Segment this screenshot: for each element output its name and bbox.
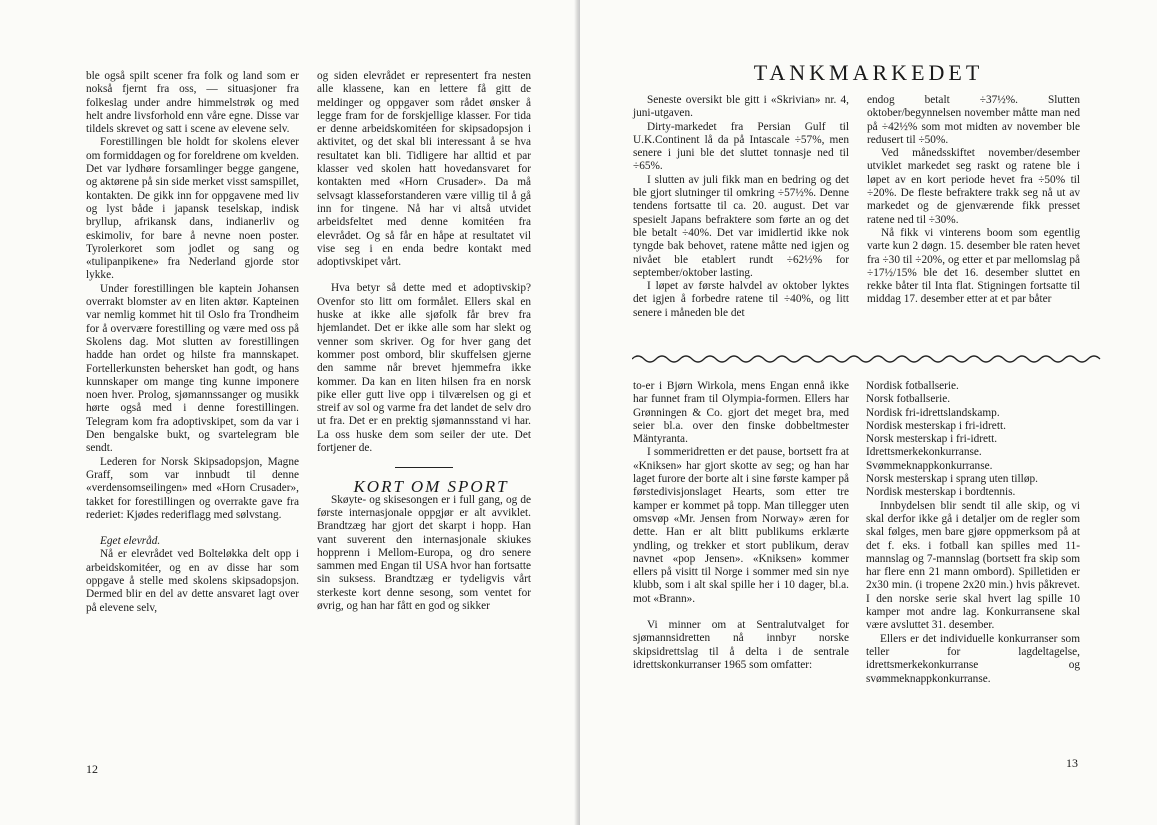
right-page [580,0,1157,825]
paragraph: to-er i Bjørn Wirkola, mens Engan ennå ikke har funnet fram til Olympia-formen. Ellers har Grønningen & Co. gjort det meget bra, med seier bl.a. over den finske dobbeltmester Mäntyranta. [633,380,849,446]
list-item: Nordisk mesterskap i bordtennis. [866,486,1016,499]
list-item: Norsk fotballserie. [866,393,951,406]
paragraph: Seneste oversikt ble gitt i «Skrivian» nr. 4, juni-utgaven. [633,94,849,120]
paragraph: endog betalt ÷37½%. Slutten oktober/begynnelsen november måtte man ned på ÷42½% som mot midten av november ble redusert til ÷50%. [867,94,1080,146]
list-item: Norsk mesterskap i fri-idrett. [866,433,998,446]
wavy-section-separator [632,351,1104,367]
left-page-column-2 [317,70,531,613]
paragraph: Forestillingen ble holdt for skolens elever om formiddagen og for foreldrene om kvelden. Det var lydhøre forsamlinger begge gangene, og aktørene på sin side merket visst samspillet, kontakten. De gikk inn for oppgavene med liv og lyst både i japansk teselskap, indisk bryllup, afrikansk dans, indianerliv og eskimoliv, for bare å nevne noen poster. Tyrolerkoret som jodlet og sang og «tulipanpikene» fra Nederland gjorde stor lykke. [86,136,300,282]
paragraph: Innbydelsen blir sendt til alle skip, og vi skal derfor ikke gå i detaljer om de regler som skal følges, men bare gjøre oppmerksom på at det f. eks. i fotball kan spilles med 11-mannslag og 7-mannslag (bortsett fra skip som har flere enn 21 mann ombord). Spilletiden er 2x30 min. (i tropene 2x20 min.) hvis påkrevet. I den norske serie skal hvert lag spille 10 kamper mot andre lag. Konkurransene skal være avsluttet 31. desember. [866,499,1080,632]
paragraph: ble også spilt scener fra folk og land som er nokså fjernt fra oss, — situasjoner fra folkeslag under andre himmelstrøk og med helt andre livsforhold enn våre egne. Disse var tildels skrevet og satt i scene av elevene selv. [86,70,299,136]
paragraph: Vi minner om at Sentralutvalget for sjømannsidretten nå innbyr norske skipsidrettslag til å delta i de sentrale idrettskonkurranser 1965 som omfatter: [633,619,849,671]
list-item: Svømmeknappkonkurranse. [866,459,993,472]
paragraph: I slutten av juli fikk man en bedring og det ble gjort slutninger til omkring ÷57½%. Denne tendens fortsatte til ca. 20. august. Det var spesielt Japans befraktere som førte an og det ble betalt ÷40%. Det var imidlertid ikke nok tyngde bak behovet, ratene måtte ned igjen og nivået ble etablert rundt ÷62½% for september/oktober lasting. [633,173,849,279]
article-title-tankmarkedet: TANKMARKEDET [753,60,984,85]
page-number-right: 13 [1066,756,1078,770]
paragraph: Skøyte- og skisesongen er i full gang, og de første internasjonale oppgjør er alt avviklet. Brandtzæg har gjort det skarpt i hopp. Han vant suverent den internasjonale skiukes hopprenn i Mellom-Europa, og dro senere sammen med Engan til USA hvor han fortsatte sin suksess. Brandtzæg er tydeligvis vårt sterkeste kort denne sesong, som ventet for øvrig, og han har fått en god og sikker [317,493,531,612]
paragraph: Nå er elevrådet ved Bolteløkka delt opp i arbeidskomitéer, og en av disse har som oppgave å stelle med skolens skipsadopsjon. Dermed blir en del av dette ansvaret lagt over på elevene selv, [86,548,299,614]
paragraph: Ellers er det individuelle konkurranser som teller for lagdeltagelse, idrettsmerkekonkurranse og svømmeknappkonkurranse. [866,632,1080,685]
list-item: Nordisk mesterskap i fri-idrett. [866,419,1006,432]
paragraph: Under forestillingen ble kaptein Johansen overrakt blomster av en liten aktør. Kapteinen var nemlig kommet hit til Oslo fra Trondheim for å overvære forestilling og være med oss på Skolens dag. Mot slutten av forestillingen hadde han ordet og hilste fra mannskapet. Fortellerkunsten behersket han godt, og hans kunnskaper om mange ting kunne imponere noen hver. Prolog, sjømannssanger og musikk hørte også med i denne forestillingen. Telegram kom fra adoptivskipet, som da var i Den bengalske bukt, og svartelegram ble sendt. [86,282,299,455]
list-item: Idrettsmerkekonkurranse. [866,446,982,459]
section-title-kort-om-sport: KORT OM SPORT [353,477,509,497]
list-item: Norsk mesterskap i sprang uten tilløp. [866,473,1038,486]
subheading-eget-elevrad: Eget elevråd. [100,535,161,548]
paragraph: Nå fikk vi vinterens boom som egentlig varte kun 2 døgn. 15. desember ble raten hevet fra ÷30 til ÷20%, og etter et par mellomslag på ÷17½/15% ble det 16. desember sluttet en rekke båter til Inta flat. Stigningen fortsatte til middag 17. desember etter at et par båter [867,226,1080,306]
right-page-top-column-2 [867,94,1080,307]
left-page [0,0,578,825]
right-page-bottom-column-1 [633,380,849,672]
paragraph: Dirty-markedet fra Persian Gulf til U.K.Continent lå da på Intascale ÷57%, men senere i juni ble det sluttet tonnasje ned til ÷65%. [633,120,849,173]
left-page-column-1 [86,70,299,615]
right-page-top-column-1 [633,94,849,320]
section-divider [395,467,453,468]
paragraph: I sommeridretten er det pause, bortsett fra at «Kniksen» har gjort skotte av seg; og han har laget furore der borte alt i sine første kamper på førstedivisjonslaget Hearts, som etter tre kamper er kommet på topp. Man tillegger uten omsvøp «Mr. Jensen from Norway» æren for dette. Han er alt blitt publikums erklærte yndling, og trekker et stort publikum, derav navnet «pop Jensen». «Kniksen» kommer ellers på visitt til Norge i sommer med sin nye klubb, som i alt skal spille her i 10 dager, bl.a. mot «Brann». [633,446,849,605]
paragraph: I løpet av første halvdel av oktober lyktes det igjen å forbedre ratene til ÷40%, og litt senere i måneden ble det [633,280,849,319]
paragraph: Hva betyr så dette med et adoptivskip? Ovenfor sto litt om formålet. Ellers skal en huske at ikke alle sjøfolk får brev fra hjemlandet. Det er ikke alle som har slekt og venner som skriver. Og for hver gang det kommer post ombord, blir skuffelsen gjerne den samme når brevet hjemmefra ikke kommer. Da kan en liten hilsen fra en norsk pike eller gutt live opp i tilværelsen og gi et streif av sol og varme fra det landet de selv dro ut fra. Det er en prektig sjømannsstand vi har. La oss huske dem som seiler der ute. Det fortjener de. [317,282,531,455]
paragraph: og siden elevrådet er representert fra nesten alle klassene, kan en lettere få gitt de meldinger og oppgaver som rådet ønsker å legge fram for de forskjellige klasser. For tida er denne arbeidskomitéen for skipsadopsjon i aktivitet, og det skal bli interessant å se hva resultatet kan bli. Tidligere har alltid et par klasser ved skolen hatt hovedansvaret for kontakten med «Horn Crusader». Da må selvsagt klasseforstanderen være villig til å gå inn for tingene. Nå har vi altså utvidet arbeidsfeltet med denne komitéen fra elevrådet. Og så får en håpe at resultatet vil vise seg i en enda bedre kontakt med adoptivskipet vårt. [317,70,531,269]
paragraph: Lederen for Norsk Skipsadopsjon, Magne Graff, som var innbudt til denne «verdensomseilingen» med «Horn Crusader», takket for forestillingen og overrakte gave fra rederiet: Kjødes rederiflagg med sølvstang. [86,455,299,521]
competition-list [866,380,1080,500]
page-number-left: 12 [86,762,98,776]
right-page-bottom-column-2 [866,380,1080,686]
paragraph: Ved månedsskiftet november/desember utviklet markedet seg raskt og ratene ble i løpet av en kort periode hevet fra ÷50% til ÷20%. De fleste befraktere trakk seg nå ut av markedet og de gjenværende fikk presset ratene ned til ÷30%. [867,147,1080,226]
list-item: Nordisk fri-idrettslandskamp. [866,406,1000,419]
list-item: Nordisk fotballserie. [866,380,959,392]
